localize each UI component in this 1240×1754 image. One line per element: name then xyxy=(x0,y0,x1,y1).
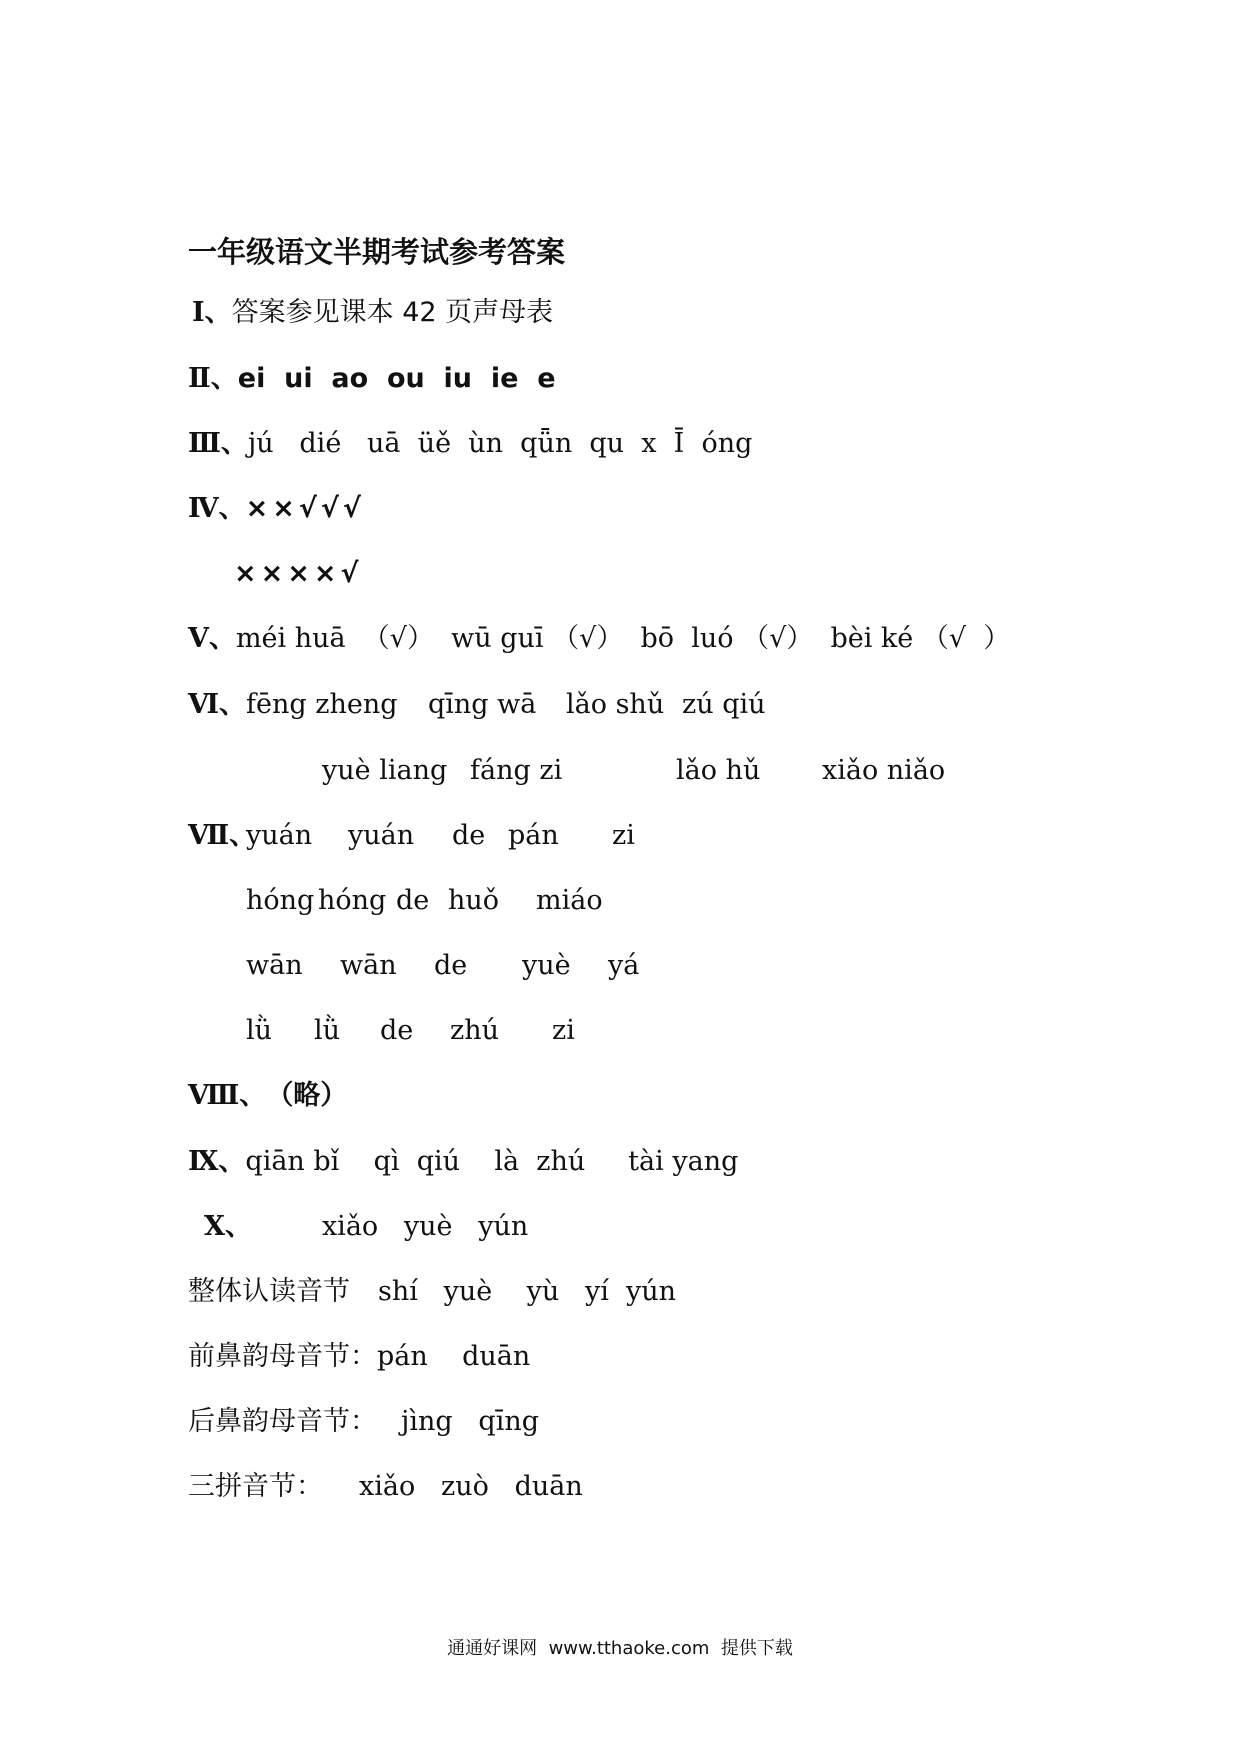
answer-4-row1: ××√√√ xyxy=(245,493,365,524)
page-title: 一年级语文半期考试参考答案 xyxy=(188,235,566,269)
answer-6-word: lǎo hǔ xyxy=(676,755,761,786)
answer-6-word: xiǎo niǎo xyxy=(822,755,946,786)
answer-4-row2-line xyxy=(234,557,363,591)
answer-7-word: yuán xyxy=(246,820,313,851)
answer-6-word: fēng zheng xyxy=(246,689,398,720)
answer-7-word: zi xyxy=(552,1015,575,1046)
answer-6 xyxy=(188,688,888,722)
answer-1-number: Ⅰ、 xyxy=(192,297,232,328)
answer-7-word: miáo xyxy=(536,885,603,916)
answer-7-word: yuè xyxy=(522,950,571,981)
answer-7-word: pán xyxy=(508,820,559,851)
category-row xyxy=(188,1405,539,1439)
category-value: shí yuè yù yí yún xyxy=(378,1276,677,1307)
answer-2-number: Ⅱ、 xyxy=(188,363,238,394)
answer-6-word: yuè liang xyxy=(322,755,448,786)
answer-4 xyxy=(188,492,365,526)
answer-3-number: Ⅲ、 xyxy=(188,428,248,459)
answer-7-word: hóng xyxy=(318,885,387,916)
category-row xyxy=(188,1470,583,1504)
answer-5-number: Ⅴ、 xyxy=(188,623,236,654)
page-footer: 通通好课网 www.tthaoke.com 提供下载 xyxy=(447,1638,793,1659)
answer-6-word: qīng wā xyxy=(428,689,537,720)
category-label: 后鼻韵母音节： xyxy=(188,1406,377,1437)
answer-7-word: wān xyxy=(340,950,397,981)
answer-7 xyxy=(188,819,788,853)
category-row xyxy=(188,1340,530,1374)
answer-7-number: Ⅶ、 xyxy=(188,820,257,851)
answer-7-word: de xyxy=(396,885,430,916)
answer-7-word: de xyxy=(380,1015,414,1046)
answer-9-text: qiān bǐ qì qiú là zhú tài yang xyxy=(245,1146,739,1177)
answer-10 xyxy=(204,1210,528,1244)
category-label: 三拼音节： xyxy=(188,1471,323,1502)
answer-3 xyxy=(188,427,752,461)
answer-7-word: yá xyxy=(608,950,640,981)
category-label: 整体认读音节 xyxy=(188,1276,350,1307)
answer-8-text: （略） xyxy=(266,1080,348,1111)
answer-2 xyxy=(188,362,556,396)
answer-5 xyxy=(188,622,1010,656)
answer-6-word: fáng zi xyxy=(470,755,563,786)
answer-6-number: Ⅵ、 xyxy=(188,689,247,720)
answer-7-word: de xyxy=(434,950,468,981)
answer-4-number: Ⅳ、 xyxy=(188,493,246,524)
answer-1 xyxy=(192,296,553,330)
category-row xyxy=(188,1275,676,1309)
answer-10-text: xiǎo yuè yún xyxy=(321,1211,529,1242)
answer-2-text: ei ui ao ou iu ie e xyxy=(237,363,556,394)
answer-3-text: jú dié uā üě ùn qǖn qu x Ī óng xyxy=(247,428,753,459)
answer-7-word: zi xyxy=(612,820,635,851)
answer-6-word: lǎo shǔ xyxy=(566,689,665,720)
answer-7-word: huǒ xyxy=(448,885,500,916)
answer-9-number: Ⅸ、 xyxy=(188,1146,246,1177)
answer-7-word: zhú xyxy=(450,1015,500,1046)
answer-7-word: de xyxy=(452,820,486,851)
answer-7-word: hóng xyxy=(246,885,315,916)
answer-5-text: méi huā （√） wū guī （√） bō luó （√） bèi ké （√ ） xyxy=(235,623,1011,654)
category-value: pán duān xyxy=(377,1341,531,1372)
answer-1-text: 答案参见课本 42 页声母表 xyxy=(231,297,554,328)
answer-7-word: lǜ xyxy=(246,1015,273,1046)
answer-7-word: wān xyxy=(246,950,303,981)
answer-6-word: zú qiú xyxy=(682,689,766,720)
answer-7-word: yuán xyxy=(348,820,415,851)
answer-8-number: Ⅷ、 xyxy=(188,1080,267,1111)
category-value: xiǎo zuò duān xyxy=(359,1471,583,1502)
answer-4-row2: ××××√ xyxy=(234,558,363,589)
category-label: 前鼻韵母音节： xyxy=(188,1341,377,1372)
answer-7-word: lǜ xyxy=(314,1015,341,1046)
answer-10-number: Ⅹ、 xyxy=(204,1211,252,1242)
category-value: jìng qīng xyxy=(401,1406,540,1437)
answer-8 xyxy=(188,1079,347,1113)
answer-9 xyxy=(188,1145,738,1179)
